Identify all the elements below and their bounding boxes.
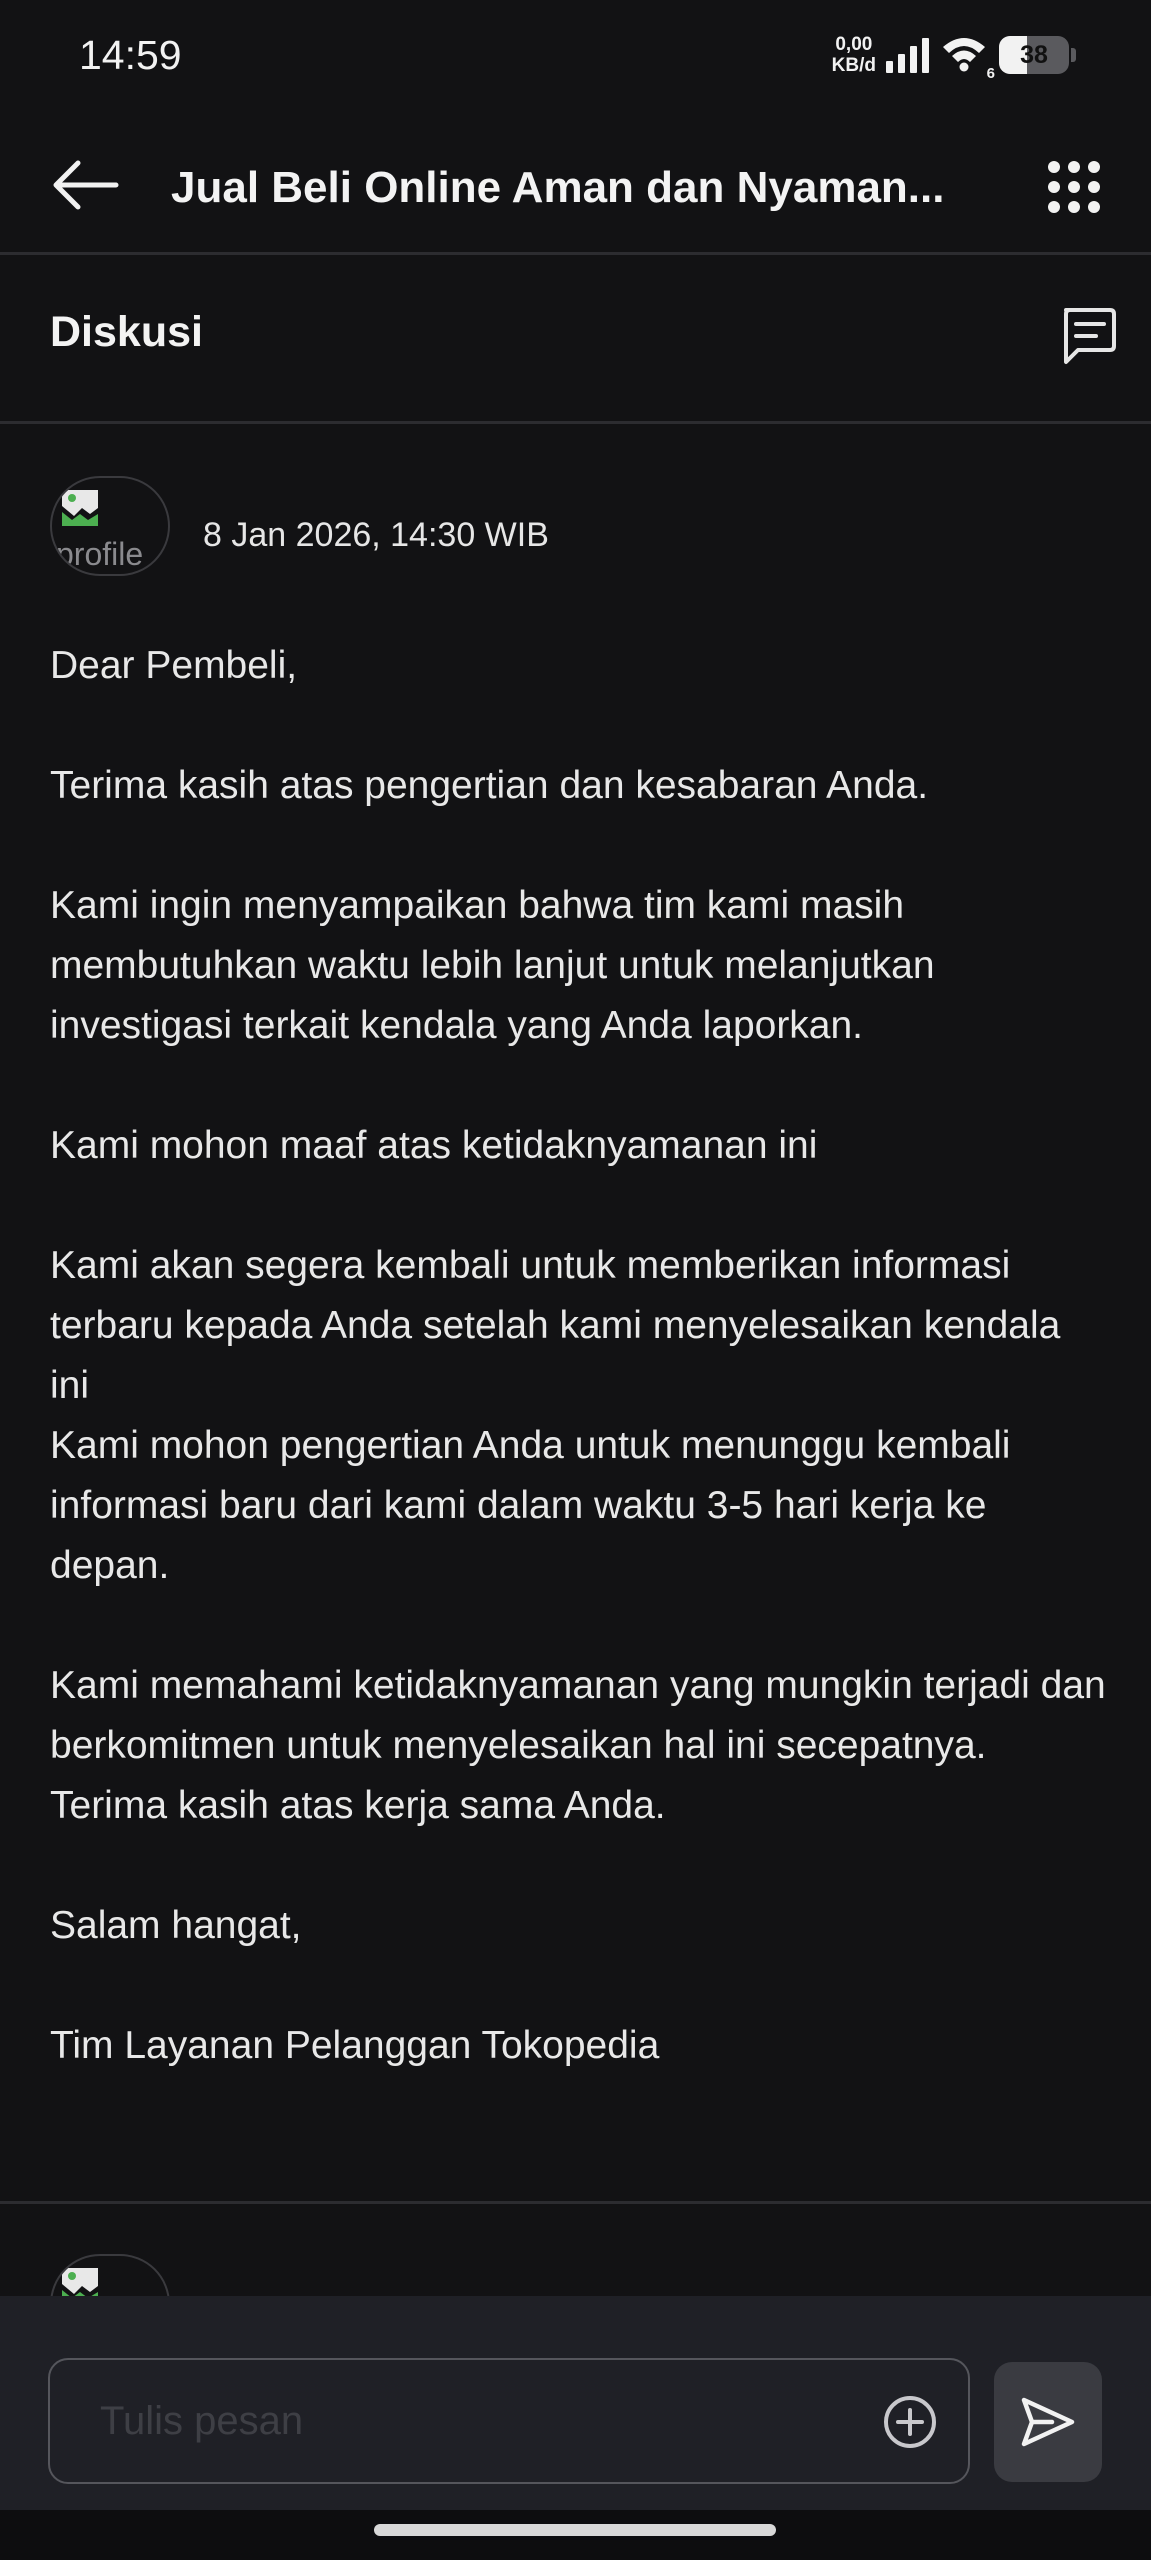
message-paragraph: Terima kasih atas pengertian dan kesabaran Anda. [50,764,929,807]
wifi-icon [939,33,989,73]
navigation-bar [0,2510,1151,2560]
message-timestamp: 8 Jan 2026, 14:30 WIB [203,516,549,554]
network-speed [832,34,876,76]
message-paragraph: Kami mohon maaf atas ketidaknyamanan ini [50,1124,818,1167]
battery-cap [1071,48,1076,62]
section-title: Diskusi [50,308,203,356]
avatar [50,476,170,576]
message-composer [0,2296,1151,2510]
app-header [0,115,1151,255]
message-paragraph: Salam hangat, [50,1904,302,1947]
battery-level: 38 [1020,41,1048,69]
message-input-container [48,2358,970,2484]
message-item [0,424,1151,2204]
menu-button[interactable] [1046,159,1102,215]
page-title: Jual Beli Online Aman dan Nyaman... [171,163,945,212]
arrow-left-icon [48,155,120,215]
attach-button[interactable] [882,2394,938,2450]
message-paragraph: Tim Layanan Pelanggan Tokopedia [50,2024,660,2067]
network-speed-value: 0,00 [835,34,873,55]
signal-icon [886,37,929,73]
avatar-alt-text: profile [56,536,144,572]
discussion-header [0,258,1151,424]
message-input[interactable] [100,2388,860,2454]
battery-icon [999,36,1069,74]
send-icon [1018,2392,1078,2452]
status-indicators [832,30,1076,80]
chat-bubble-icon [1058,306,1118,366]
broken-image-icon [60,488,100,528]
grid-dots-icon [1046,159,1102,215]
wifi-badge: 6 [986,64,995,82]
network-speed-unit: KB/d [831,55,876,76]
status-time: 14:59 [79,32,182,78]
message-paragraph: Kami ingin menyampaikan bahwa tim kami masih membutuhkan waktu lebih lanjut untuk melanjutkan investigasi terkait kendala yang Anda laporkan. [50,884,935,1047]
plus-circle-icon [882,2394,938,2450]
status-bar [0,0,1151,115]
message-paragraph: Kami mohon pengertian Anda untuk menunggu kembali informasi baru dari kami dalam waktu 3-5 hari kerja ke depan. [50,1424,1011,1587]
send-button[interactable] [994,2362,1102,2482]
message-paragraph: Kami memahami ketidaknyamanan yang mungkin terjadi dan berkomitmen untuk menyelesaikan hal ini secepatnya. Terima kasih atas kerja sama Anda. [50,1664,1106,1827]
message-paragraph: Dear Pembeli, [50,644,298,687]
back-button[interactable] [48,155,120,215]
message-paragraph: Kami akan segera kembali untuk memberikan informasi terbaru kepada Anda setelah kami menyelesaikan kendala ini [50,1244,1061,1407]
wifi-status [939,33,995,82]
message-body [50,636,1110,2136]
home-indicator[interactable] [374,2524,776,2536]
discussion-button[interactable] [1058,306,1118,366]
